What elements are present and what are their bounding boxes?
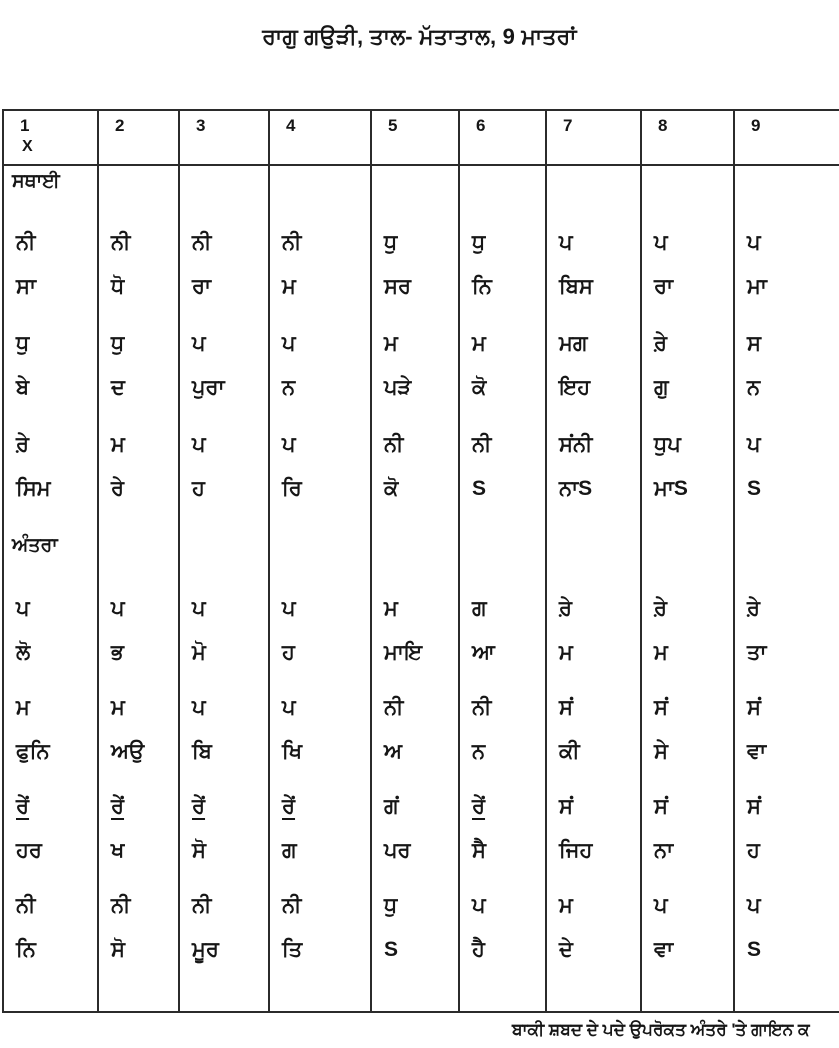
sargam-note: ਸਂ xyxy=(654,696,668,719)
sthayi-label xyxy=(642,166,733,216)
lyric-text: ਗੁ xyxy=(654,376,669,399)
note-pair xyxy=(270,216,370,317)
lyric-text: ਖਿ xyxy=(282,740,303,763)
note-pair xyxy=(735,216,839,317)
sargam-note: ਪ xyxy=(192,332,206,355)
note-pair xyxy=(460,780,545,879)
lyric-text: ਨਾ xyxy=(654,839,674,862)
note-pair xyxy=(460,582,545,681)
lyric-text: ਮਾS xyxy=(654,477,688,500)
note-pair xyxy=(372,780,458,879)
lyric-text: ਸੇ xyxy=(654,740,668,763)
lyric-text: ਤਿ xyxy=(282,938,303,961)
sargam-note: ਪ xyxy=(282,433,296,456)
lyric-text: ਇਹ xyxy=(559,376,591,399)
lyric-text: ਫੁਨਿ xyxy=(16,740,50,763)
beat-header-1 xyxy=(4,111,99,166)
sargam-note: ਸਂ xyxy=(559,696,573,719)
lyric-text: ਮੋ xyxy=(192,641,206,664)
note-pair xyxy=(4,418,97,519)
lyric-text: ਖ xyxy=(111,839,125,862)
lyric-text: ਹਰ xyxy=(16,839,42,862)
note-pair xyxy=(735,317,839,418)
sargam-note: ਪ xyxy=(747,894,761,917)
lyric-text: ਬੇ xyxy=(16,376,30,399)
sargam-note: ਧੁ xyxy=(111,332,125,355)
note-pair xyxy=(642,418,733,519)
note-pair xyxy=(372,879,458,978)
sargam-note: ਸਂ xyxy=(654,795,668,818)
note-pair xyxy=(642,317,733,418)
lyric-text: ਹ xyxy=(747,839,760,862)
lyric-text: ਧੋ xyxy=(111,275,125,298)
sargam-note: ਮ xyxy=(384,597,398,620)
beat-header-2 xyxy=(99,111,180,166)
note-pair xyxy=(735,582,839,681)
sargam-note: ਪ xyxy=(472,894,486,917)
sargam-note: ਨੀ xyxy=(282,231,302,254)
lyric-text: ਕੋ xyxy=(472,376,487,399)
beat-column-4 xyxy=(270,166,372,1011)
lyric-text: ਹ xyxy=(282,641,295,664)
lyric-text: ਸੋ xyxy=(111,938,125,961)
beat-header-8 xyxy=(642,111,735,166)
sargam-note: ਪ xyxy=(192,433,206,456)
sargam-note: ਸਂ xyxy=(747,795,761,818)
sargam-note: ਪ xyxy=(192,696,206,719)
beat-header-6 xyxy=(460,111,547,166)
sargam-note: ਨੀ xyxy=(384,433,404,456)
note-pair xyxy=(642,216,733,317)
sthayi-label: ਸਥਾਈ xyxy=(12,171,60,192)
lyric-text: ਅ xyxy=(384,740,403,763)
sargam-note: ਨੀ xyxy=(472,433,492,456)
beat-column-5 xyxy=(372,166,460,1011)
sargam-note: ਧੁ xyxy=(472,231,486,254)
beat-column-6 xyxy=(460,166,547,1011)
note-pair xyxy=(735,681,839,780)
sargam-note: ਸਂਨੀ xyxy=(559,433,593,456)
sargam-note: ਗਂ xyxy=(384,795,399,818)
note-pair xyxy=(642,681,733,780)
sargam-note: ਰ਼ੇ xyxy=(747,597,761,620)
sargam-note: ਰੇਂ xyxy=(111,795,125,818)
sargam-note: ਨੀ xyxy=(384,696,404,719)
note-pair xyxy=(4,780,97,879)
sargam-note: ਪ xyxy=(282,332,296,355)
lyric-text: ਸੋ xyxy=(192,839,206,862)
antara-label xyxy=(735,519,839,582)
beat-number: 3 xyxy=(196,116,206,135)
sthayi-label xyxy=(180,166,268,216)
lyric-text: ਨਿ xyxy=(472,275,492,298)
sargam-note: ਨੀ xyxy=(16,231,36,254)
note-pair xyxy=(99,418,178,519)
beat-column-3 xyxy=(180,166,270,1011)
note-pair xyxy=(460,317,545,418)
sargam-note: ਸ xyxy=(747,332,761,355)
lyric-text: ਦੇ xyxy=(559,938,573,961)
note-pair xyxy=(547,780,640,879)
antara-label xyxy=(642,519,733,582)
sthayi-label xyxy=(547,166,640,216)
sargam-note: ਪ xyxy=(654,894,668,917)
beat-header-5 xyxy=(372,111,460,166)
sargam-note: ਰੇਂ xyxy=(192,795,206,818)
lyric-text: ਕੀ xyxy=(559,740,580,763)
lyric-text: ਰਾ xyxy=(192,275,212,298)
note-pair xyxy=(372,582,458,681)
note-pair xyxy=(270,780,370,879)
note-pair xyxy=(99,780,178,879)
beat-column-9 xyxy=(735,166,839,1011)
note-pair xyxy=(642,780,733,879)
sargam-note: ਰ਼ੇ xyxy=(654,332,668,355)
note-pair xyxy=(99,216,178,317)
sargam-note: ਨੀ xyxy=(111,231,131,254)
sargam-note: ਰ਼ੇ xyxy=(16,433,30,456)
note-pair xyxy=(460,418,545,519)
lyric-text: S xyxy=(384,938,399,961)
note-pair xyxy=(270,317,370,418)
beat-header-4 xyxy=(270,111,372,166)
note-pair xyxy=(180,780,268,879)
lyric-text: ਆ xyxy=(472,641,495,664)
sargam-note: ਮ xyxy=(384,332,398,355)
beat-column-1 xyxy=(4,166,99,1011)
sargam-note: ਧੁ xyxy=(16,332,30,355)
antara-label: ਅੰਤਰਾ xyxy=(12,535,58,556)
lyric-text: S xyxy=(747,938,762,961)
lyric-text: ਤਾ xyxy=(747,641,767,664)
page-title: ਰਾਗੁ ਗਉੜੀ, ਤਾਲ- ਮੱਤਾਤਾਲ, 9 ਮਾਤਰਾਂ xyxy=(262,24,577,49)
beat-number: 8 xyxy=(658,116,668,135)
sthayi-label xyxy=(372,166,458,216)
sargam-note: ਮ xyxy=(559,894,573,917)
antara-label xyxy=(547,519,640,582)
beat-column-7 xyxy=(547,166,642,1011)
sargam-note: ਨੀ xyxy=(16,894,36,917)
note-pair xyxy=(735,879,839,978)
note-pair xyxy=(4,582,97,681)
note-pair xyxy=(372,216,458,317)
note-pair xyxy=(270,681,370,780)
note-pair xyxy=(270,879,370,978)
lyric-text: ਸੈ xyxy=(472,839,486,862)
note-pair xyxy=(99,879,178,978)
note-pair xyxy=(547,418,640,519)
sargam-note: ਰੇਂ xyxy=(282,795,296,818)
footer-note: ਬਾਕੀ ਸ਼ਬਦ ਦੇ ਪਦੇ ਉਪਰੋਕਤ ਅੰਤਰੇ 'ਤੇ ਗਾਇਨ ਕ xyxy=(512,1020,810,1039)
sargam-note: ਰ਼ੇ xyxy=(654,597,668,620)
lyric-text: ਮਾਇ xyxy=(384,641,423,664)
note-pair xyxy=(642,879,733,978)
lyric-text: ਜਿਹ xyxy=(559,839,593,862)
beat-number: 6 xyxy=(476,116,486,135)
note-pair xyxy=(4,879,97,978)
beat-header-3 xyxy=(180,111,270,166)
sargam-note: ਧੁਪ xyxy=(654,433,681,456)
lyric-text: ਬਿਸ xyxy=(559,275,593,298)
note-pair xyxy=(4,681,97,780)
note-pair xyxy=(735,418,839,519)
antara-label xyxy=(372,519,458,582)
sargam-note: ਗ xyxy=(472,597,487,620)
lyric-text: ਬਿ xyxy=(192,740,212,763)
sam-marker: X xyxy=(22,138,33,155)
note-pair xyxy=(642,582,733,681)
antara-label xyxy=(460,519,545,582)
note-pair xyxy=(270,418,370,519)
sargam-note: ਪ xyxy=(111,597,125,620)
note-pair xyxy=(4,216,97,317)
lyric-text: ਪੁਰਾ xyxy=(192,376,225,399)
note-pair xyxy=(180,879,268,978)
lyric-text: ਰਾ xyxy=(654,275,674,298)
lyric-text: ਨ xyxy=(747,376,761,399)
sargam-note: ਪ xyxy=(747,231,761,254)
lyric-text: ਹੈ xyxy=(472,938,485,961)
lyric-text: ਦ xyxy=(111,376,125,399)
lyric-text: ਸਿਮ xyxy=(16,477,51,500)
note-pair xyxy=(180,418,268,519)
lyric-text: ਮੂਰ xyxy=(192,938,219,961)
sargam-note: ਰੇਂ xyxy=(472,795,486,818)
sargam-note: ਸਂ xyxy=(559,795,573,818)
note-pair xyxy=(460,681,545,780)
note-pair xyxy=(99,582,178,681)
lyric-text: ਲੋ xyxy=(16,641,31,664)
lyric-text: ਮ xyxy=(282,275,296,298)
sargam-note: ਮ xyxy=(16,696,30,719)
notation-page xyxy=(0,24,839,1048)
sargam-note: ਮਗ xyxy=(559,332,588,355)
lyric-text: ਵਾ xyxy=(654,938,674,961)
lyric-text: ਨਾS xyxy=(559,477,593,500)
sargam-note: ਪ xyxy=(16,597,30,620)
beat-number: 2 xyxy=(115,116,125,135)
lyric-text: ਪਰ xyxy=(384,839,411,862)
lyric-text: ਹ xyxy=(192,477,205,500)
note-pair xyxy=(270,582,370,681)
lyric-text: ਮਾ xyxy=(747,275,767,298)
lyric-text: ਭ xyxy=(111,641,124,664)
beat-header-9 xyxy=(735,111,839,166)
lyric-text: ਸਰ xyxy=(384,275,412,298)
sargam-note: ਨੀ xyxy=(472,696,492,719)
beat-column-8 xyxy=(642,166,735,1011)
lyric-text: S xyxy=(747,477,762,500)
sargam-note: ਮ xyxy=(472,332,486,355)
beat-number: 9 xyxy=(751,116,761,135)
sargam-note: ਪ xyxy=(654,231,668,254)
note-pair xyxy=(547,879,640,978)
lyric-text: S xyxy=(472,477,487,500)
note-pair xyxy=(547,681,640,780)
notation-table xyxy=(2,109,839,1013)
lyric-text: ਗ xyxy=(282,839,297,862)
note-pair xyxy=(372,317,458,418)
sargam-note: ਧੁ xyxy=(384,894,398,917)
lyric-text: ਰਿ xyxy=(282,477,302,500)
note-pair xyxy=(460,216,545,317)
sargam-note: ਰੇਂ xyxy=(16,795,30,818)
sargam-note: ਨੀ xyxy=(192,231,212,254)
lyric-text: ਪੜੇ xyxy=(384,376,412,399)
lyric-text: ਨਿ xyxy=(16,938,36,961)
antara-label xyxy=(180,519,268,582)
lyric-text: ਅਉ xyxy=(111,740,145,763)
note-pair xyxy=(180,216,268,317)
note-pair xyxy=(372,418,458,519)
note-pair xyxy=(180,582,268,681)
lyric-text: ਰੇ xyxy=(111,477,125,500)
lyric-text: ਨ xyxy=(282,376,296,399)
beat-number: 1 xyxy=(20,116,30,135)
note-pair xyxy=(180,317,268,418)
note-pair xyxy=(372,681,458,780)
lyric-text: ਮ xyxy=(559,641,573,664)
sargam-note: ਮ xyxy=(111,433,125,456)
note-pair xyxy=(99,317,178,418)
note-pair xyxy=(547,317,640,418)
sargam-note: ਪ xyxy=(282,597,296,620)
note-pair xyxy=(460,879,545,978)
note-pair xyxy=(547,216,640,317)
sargam-note: ਪ xyxy=(282,696,296,719)
sargam-note: ਮ xyxy=(111,696,125,719)
note-pair xyxy=(547,582,640,681)
lyric-text: ਨ xyxy=(472,740,486,763)
beat-header-7 xyxy=(547,111,642,166)
sthayi-label xyxy=(99,166,178,216)
sthayi-label xyxy=(270,166,370,216)
sthayi-label xyxy=(460,166,545,216)
lyric-text: ਵਾ xyxy=(747,740,767,763)
note-pair xyxy=(180,681,268,780)
beat-number: 4 xyxy=(286,116,296,135)
beat-column-2 xyxy=(99,166,180,1011)
lyric-text: ਕੋ xyxy=(384,477,399,500)
note-pair xyxy=(99,681,178,780)
sargam-note: ਪ xyxy=(559,231,573,254)
sargam-note: ਪ xyxy=(747,433,761,456)
sargam-note: ਪ xyxy=(192,597,206,620)
sargam-note: ਧੁ xyxy=(384,231,398,254)
sargam-note: ਨੀ xyxy=(111,894,131,917)
sargam-note: ਨੀ xyxy=(192,894,212,917)
lyric-text: ਸਾ xyxy=(16,275,36,298)
note-pair xyxy=(735,780,839,879)
sargam-note: ਰ਼ੇ xyxy=(559,597,573,620)
lyric-text: ਮ xyxy=(654,641,668,664)
sargam-note: ਨੀ xyxy=(282,894,302,917)
sthayi-label xyxy=(735,166,839,216)
antara-label xyxy=(99,519,178,582)
beat-number: 7 xyxy=(563,116,573,135)
antara-label xyxy=(270,519,370,582)
note-pair xyxy=(4,317,97,418)
sargam-note: ਸਂ xyxy=(747,696,761,719)
beat-number: 5 xyxy=(388,116,398,135)
